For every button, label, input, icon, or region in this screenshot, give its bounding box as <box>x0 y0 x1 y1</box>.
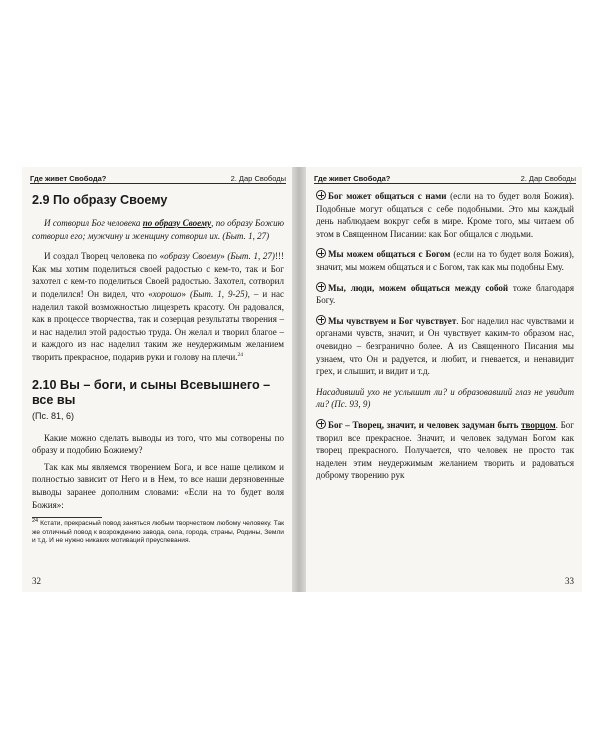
book-title: Где живет Свобода? <box>314 174 391 183</box>
list-item: Бог – Творец, значит, и человек задуман быть творцом. Бог творил все прекрасное. Значит, и человек задуман Богом как творец прекрасного. Получается, что человек не просто так наделен этим неудержимым желанием творить и радоваться доброму творению рук <box>316 419 575 481</box>
circled-plus-icon <box>316 282 326 292</box>
left-page <box>22 167 292 592</box>
list-item: Мы чувствуем и Бог чувствует. Бог наделил нас чувствами и органами чувств, значит, и Он чувствует каким-то образом нас, очевидно – безгранично более. А из Священного Писания мы узнаем, что Он и радуется, и любит, и гневается, и ненавидит грех, и слышит, и видит и т.д. <box>316 315 574 377</box>
body-paragraph: Какие можно сделать выводы из того, что мы сотворены по образу и подобию Божиему? <box>32 432 284 456</box>
section-heading-2-9: 2.9 По образу Своему <box>32 193 168 207</box>
scripture-quote: Насадивший ухо не услышит ли? и образовавший глаз не увидит ли? (Пс. 93, 9) <box>316 386 574 410</box>
circled-plus-icon <box>316 190 326 200</box>
circled-plus-icon <box>316 315 326 325</box>
footnote-ref: 24 <box>237 351 243 358</box>
list-item: Бог может общаться с нами (если на то будет воля Божия). Подобные могут общаться с себе подобными. Это мы каждый день наблюдаем вокруг себя в мире. Кроме того, мы читаем об этом в Священном Писании: как Бог общался с людьми. <box>316 191 574 239</box>
chapter-title: 2. Дар Свободы <box>230 174 286 183</box>
right-content <box>316 190 574 490</box>
chapter-title: 2. Дар Свободы <box>520 174 576 183</box>
book-title: Где живет Свобода? <box>30 174 107 183</box>
circled-plus-icon <box>316 248 326 258</box>
page-number-left: 32 <box>32 576 41 586</box>
list-item: Мы, люди, можем общаться между собой тоже благодаря Богу. <box>316 282 574 306</box>
left-content <box>32 193 284 545</box>
footnote: $^{24}$ Кстати, прекрасный повод заняться любым творчеством любому человеку. Так же отличный повод к возрождению завода, села, города, страны, Родины, Земли и т.д. И не нужно никаких мотиваций преуспевания. <box>32 517 284 544</box>
right-page <box>306 167 582 592</box>
page-number-right: 33 <box>565 576 574 586</box>
body-paragraph: Так как мы являемся творением Бога, и все наше целиком и полностью зависит от Него и в Нем, то все наши дерзновенные выводы заранее дополним словами: «Если на то будет воля Божия»: <box>32 461 284 510</box>
circled-plus-icon <box>316 419 326 429</box>
epigraph: И сотворил Бог человека по образу Своему, по образу Божию сотворил его; мужчину и женщину сотворил их. (Быт. 1, 27) <box>32 218 284 241</box>
book-gutter <box>292 167 306 592</box>
section-heading-2-10: 2.10 Вы – боги, и сыны Всевышнего – все вы (Пс. 81, 6) <box>32 377 271 421</box>
body-paragraph: И создал Творец человека по «образу Своему» (Быт. 1, 27)!!! Как мы хотим поделиться своей радостью с кем-то, так и Бог захотел с кем-то поделиться Своей радостью. Захотел, сотворил и поделился! Он видел, что «хорошо» (Быт. 1, 9-25), – и нас наделил такой возможностью лицезреть красоту. Он радовался, как в процессе творчества, так и созерцая результаты творения – и нас наделил этой радостью труда. Он желал и творил благое – и каждого из нас наделил таким же неудержимым желанием творить прекрасное, подарив руки и голову на плечи.$^{24}$ <box>32 251 284 362</box>
footnote-rule <box>32 517 102 518</box>
right-running-head <box>314 170 576 184</box>
left-running-head <box>30 170 286 184</box>
list-item: Мы можем общаться с Богом (если на то будет воля Божия), значит, мы можем общаться и с Богом, так как мы подобны Ему. <box>316 249 574 272</box>
